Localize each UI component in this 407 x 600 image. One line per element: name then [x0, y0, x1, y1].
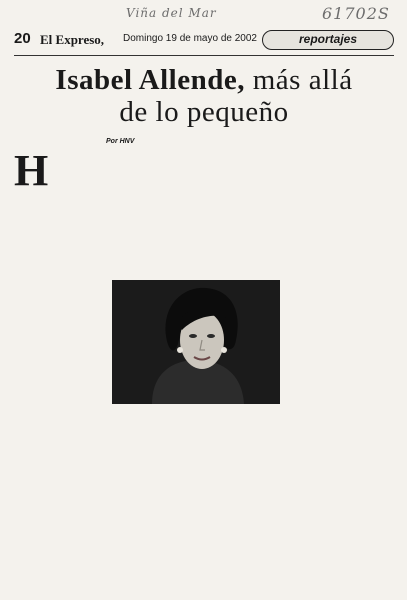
- header-divider: [14, 55, 394, 56]
- portrait-photo-icon: [112, 280, 280, 404]
- headline-line-2: de lo pequeño: [119, 96, 289, 128]
- newspaper-name: El Expreso,: [40, 32, 105, 47]
- handwritten-annotation: [0, 4, 407, 24]
- byline: Por HNV: [106, 138, 135, 145]
- section-badge: reportajes: [262, 30, 394, 50]
- headline-main: Isabel Allende,: [55, 64, 245, 96]
- issue-date: Domingo 19 de mayo de 2002: [123, 33, 257, 44]
- headline-accent: más allá: [252, 64, 353, 96]
- handwritten-source: Viña del Mar: [126, 6, 217, 20]
- handwritten-catalog-number: 61702S: [322, 4, 390, 23]
- page-header: [14, 30, 394, 52]
- article-headline: [14, 64, 394, 128]
- drop-cap: H: [14, 146, 49, 195]
- page-number: 20: [14, 30, 31, 47]
